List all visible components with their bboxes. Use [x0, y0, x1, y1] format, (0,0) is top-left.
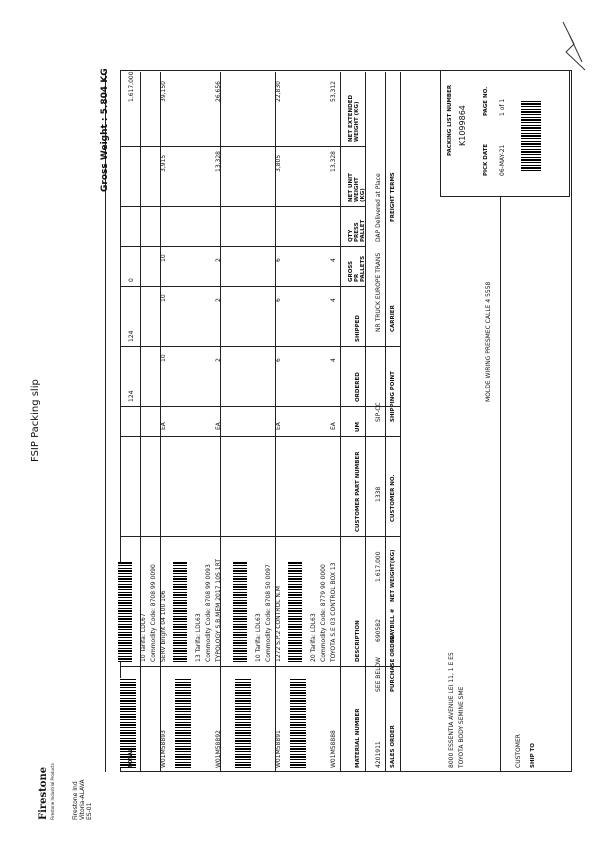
description-line: SERV bright 04 100 106 [160, 590, 167, 662]
material-number: W01M58892 [215, 730, 222, 768]
column-header: ORDERED [355, 372, 361, 402]
description-line: 1272 S.P.2 CONTROL N.M [275, 586, 282, 662]
purchase-order: SEE BELOW [375, 657, 382, 692]
net-extended-weight: 53,312 [330, 81, 337, 102]
pick-date: 06-MAY-21 [499, 144, 506, 176]
purchase-order-label: PURCHASE ORDER [390, 635, 396, 692]
description-line: 20 Tarifa: LDL63 [310, 613, 317, 662]
packing-number: K1099864 [458, 105, 467, 146]
table-row [110, 72, 162, 772]
shipping-point-label: SHIPPING POINT [390, 371, 396, 422]
qty-shipped: 4 [330, 298, 337, 302]
waybill: 690582 [375, 619, 382, 642]
total-label: TOTAL [128, 748, 134, 768]
description-line: TOYOTA S.E 03 CONTROL BOX 13 [330, 562, 337, 662]
gross-weight: Gross Weight : 5.804 KG [100, 68, 110, 192]
waybill-label: WAYBILL # [390, 608, 396, 642]
description-line: Commodity Code: 8708 99 0090 [150, 564, 157, 662]
description-barcode [118, 562, 132, 662]
carrier: NR TRUCK EUROPE TRANS [375, 252, 382, 332]
description-barcode [288, 562, 302, 662]
material-barcode [175, 678, 191, 768]
material-barcode [235, 678, 251, 768]
description-line: Commodity Code: 8708 50 0097 [265, 564, 272, 662]
table-row [280, 72, 332, 772]
signature-icon [560, 12, 590, 72]
customer-no-label: CUSTOMER NO. [390, 474, 396, 522]
unit-of-measure: EA [215, 422, 222, 430]
description-line: Commodity Code: 8779 90 0000 [320, 564, 327, 662]
table-row [225, 72, 277, 772]
column-header: QTY PRESS PALLET [348, 219, 366, 242]
column-header: NET EXTENDED WEIGHT (KG) [348, 94, 360, 142]
qty-ordered: 4 [330, 358, 337, 362]
column-header: SHIPPED [355, 315, 361, 342]
material-barcode [290, 678, 306, 768]
company-address: ES-01 [86, 802, 93, 820]
description-barcode [173, 562, 187, 662]
total-net-weight: 1.617,000 [128, 71, 135, 102]
qty-shipped: 6 [275, 298, 282, 302]
net-unit-weight: 13,328 [330, 151, 337, 172]
ship-to-address: TOYOTA BODY SEMINE SME [458, 686, 465, 768]
freight-terms-label: FREIGHT TERMS [390, 172, 396, 222]
ship-to-label: SHIP TO [530, 743, 536, 768]
material-number: W01M58893 [160, 730, 167, 768]
customer-no: 1338 [375, 486, 382, 502]
company-address: Firestone Ind [72, 781, 79, 820]
unit-of-measure: EA [330, 422, 337, 430]
description-line: 10 Tarifa: LDL67 [140, 613, 147, 662]
packing-number-label: PACKING LIST NUMBER [447, 84, 453, 156]
ship-remarks: MOLDE WIRING PRESMEC CALLE 4 5558 [485, 281, 492, 402]
total-ordered: 124 [128, 390, 135, 402]
ship-to-address: 8000 ESSENTIA AVENUE LEI 11, 1 E E5 [448, 652, 455, 768]
unit-of-measure: EA [160, 422, 167, 430]
net-unit-weight: 3,915 [160, 154, 167, 172]
column-header: DESCRIPTION [355, 620, 361, 662]
carrier-label: CARRIER [390, 305, 396, 332]
description-line: Commodity Code: 8708 99 0093 [205, 564, 212, 662]
company-logo: Firestone [38, 766, 49, 820]
total-pallets: 0 [128, 278, 135, 282]
gross-pallets: 4 [330, 258, 337, 262]
packing-barcode [521, 101, 541, 171]
freight-terms: DAP Delivered at Place [375, 173, 382, 242]
description-line: 13 Tarifa: LDL63 [195, 613, 202, 662]
qty-shipped: 2 [215, 298, 222, 302]
qty-ordered: 10 [160, 354, 167, 362]
net-extended-weight: 39,150 [160, 81, 167, 102]
column-header: NET UNIT WEIGHT (KG) [348, 173, 366, 202]
column-header: MATERIAL NUMBER [355, 708, 361, 768]
column-header: GROSS PR PALLETS [348, 255, 366, 282]
net-unit-weight: 13,328 [215, 151, 222, 172]
unit-of-measure: EA [275, 422, 282, 430]
description-barcode [233, 562, 247, 662]
sales-order: 4201911 [375, 741, 382, 768]
gross-pallets: 2 [215, 258, 222, 262]
gross-pallets: 10 [160, 254, 167, 262]
material-number: W01M58888 [330, 730, 337, 768]
company-address: Vitoria-ALAVA [79, 779, 86, 820]
shipping-point: SIP-CC [375, 402, 382, 422]
ship-to-name: CUSTOMER [515, 734, 522, 768]
company-block [38, 763, 93, 820]
meta-box [440, 70, 570, 197]
description-line: 10 Tarifa: LDL63 [255, 613, 262, 662]
page-number-label: PAGE NO. [483, 86, 489, 116]
company-subtitle: Firestone Industrial Products [50, 763, 55, 820]
sales-order-label: SALES ORDER [390, 725, 396, 768]
page-title: FSIP Packing slip [30, 379, 41, 462]
net-weight: 1.617,000 [375, 551, 382, 582]
qty-ordered: 6 [275, 358, 282, 362]
net-weight-label: NET WEIGHT(KG) [390, 549, 396, 602]
qty-shipped: 10 [160, 294, 167, 302]
column-header: UM [355, 422, 361, 432]
page-number: 1 of 1 [499, 98, 506, 116]
qty-ordered: 2 [215, 358, 222, 362]
net-extended-weight: 26,656 [215, 81, 222, 102]
net-unit-weight: 3,805 [275, 154, 282, 172]
total-shipped: 124 [128, 330, 135, 342]
column-header: CUSTOMER PART NUMBER [355, 451, 361, 532]
gross-pallets: 6 [275, 258, 282, 262]
pick-date-label: PICK DATE [483, 143, 489, 176]
description-line: TYPOLOGY S.B.MEM 2017 10S 1RT [215, 559, 222, 662]
net-extended-weight: 22,830 [275, 81, 282, 102]
material-number: W01M58891 [275, 730, 282, 768]
table-row [165, 72, 217, 772]
